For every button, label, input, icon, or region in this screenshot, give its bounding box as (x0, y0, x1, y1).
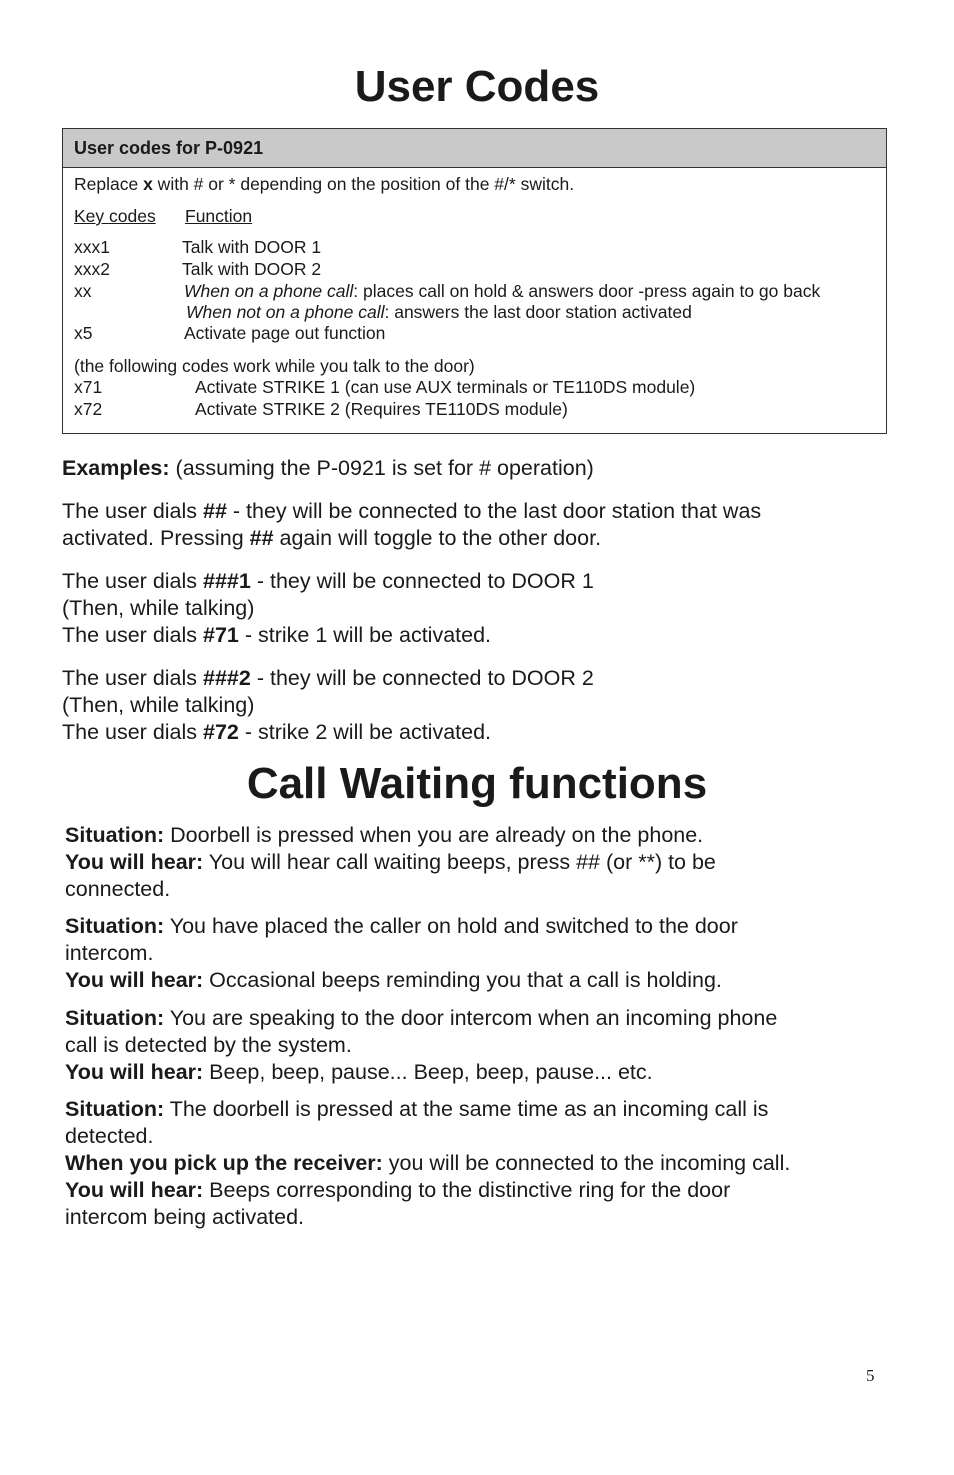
table-row: x72 Activate STRIKE 2 (Requires TE110DS module) (74, 399, 568, 419)
situation-paragraph: Situation: Doorbell is pressed when you are already on the phone. You will hear: You will hear call waiting beeps, press ## (or **) to be connected. (65, 823, 716, 901)
column-headers (74, 205, 253, 227)
col-function: Function (185, 206, 253, 226)
page-title: User Codes (354, 62, 600, 111)
page-number: 5 (866, 1366, 875, 1385)
table-row: xxx1 Talk with DOOR 1 (74, 237, 322, 257)
table-row: xx When on a phone call: places call on hold & answers door -press again to go back (74, 281, 821, 301)
section-title: Call Waiting functions (246, 759, 708, 808)
table-header: User codes for P-0921 (63, 129, 886, 168)
table-note: (the following codes work while you talk to the door) (74, 356, 475, 376)
replace-note: Replace x with # or * depending on the position of the #/* switch. (74, 174, 575, 194)
example-paragraph: The user dials ## - they will be connected to the last door station that was activated. Pressing ## again will toggle to the other door. (62, 499, 762, 550)
examples-intro: Examples: (assuming the P-0921 is set for # operation) (62, 456, 594, 480)
situation-paragraph: Situation: You are speaking to the door intercom when an incoming phone call is detected by the system. You will hear: Beep, beep, pause... Beep, beep, pause... etc. (65, 1006, 778, 1084)
table-row: x5 Activate page out function (74, 323, 386, 343)
user-codes-table: User codes for P-0921 Replace x with # or * depending on the position of the #/* switch. Key codes Function xxx1 Talk with DOOR 1 xxx2 Talk with DOOR 2 xx When on a phone call: places call on hold & answers door -press again to go back When not on a phone call: answers the last door station activated x5 Activate page out function (the following codes work while you talk to the door) x71 Activate STRIKE 1 (can use AUX terminals or TE110DS module) x72 Activate STRIKE 2 (Requires TE110DS module) (62, 128, 887, 434)
table-row: xxx2 Talk with DOOR 2 (74, 259, 322, 279)
example-paragraph: The user dials ###1 - they will be connected to DOOR 1 (Then, while talking) The user dials #71 - strike 1 will be activated. (62, 569, 594, 647)
example-paragraph: The user dials ###2 - they will be connected to DOOR 2 (Then, while talking) The user dials #72 - strike 2 will be activated. (62, 666, 594, 744)
table-row: x71 Activate STRIKE 1 (can use AUX terminals or TE110DS module) (74, 377, 696, 397)
col-key-codes: Key codes (74, 206, 156, 226)
situation-paragraph: Situation: You have placed the caller on hold and switched to the door intercom. You will hear: Occasional beeps reminding you that a call is holding. (65, 914, 738, 992)
situation-paragraph: Situation: The doorbell is pressed at the same time as an incoming call is detected. When you pick up the receiver: you will be connected to the incoming call. You will hear: Beeps corresponding to the distinctive ring for the door intercom being activated. (65, 1097, 791, 1229)
